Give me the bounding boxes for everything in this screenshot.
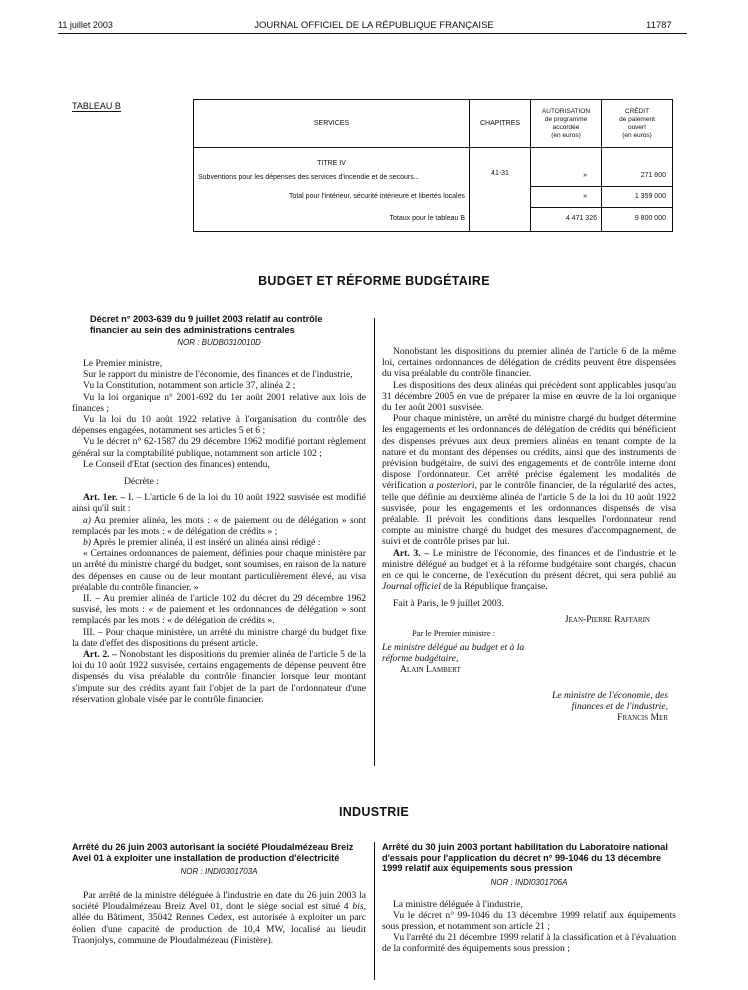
row1-credit: 271 800 (602, 170, 672, 187)
decret-fait: Fait à Paris, le 9 juillet 2003. (393, 598, 504, 610)
decret-p6: Vu le décret n° 62-1587 du 29 décembre 1962 modifié portant règlement général sur la comptabilité publique, notamment son article 102 ; (72, 436, 366, 459)
decret-par: Par le Premier ministre : (412, 627, 496, 638)
tableau-b (193, 99, 673, 232)
signature-lambert: Alain Lambert (400, 664, 461, 676)
column-divider-1 (374, 318, 375, 766)
arrete2-title: Arrêté du 30 juin 2003 portant habilitation du Laboratoire national d'essais pour l'application du décret n° 99-1046 du 13 décembre 1999 relatif aux équipements sous pression (382, 842, 668, 873)
services-cell (194, 148, 470, 232)
decret-min-budget: Le ministre délégué au budget et à la réforme budgétaire, (382, 642, 525, 665)
th-services: SERVICES (194, 100, 470, 148)
credit-cell (602, 148, 673, 232)
decret-quote: « Certaines ordonnances de paiement, définies pour chaque ministère par un arrêté du ministre chargé du budget, sont soumises, en raison de la nature des dépenses en cause ou de leur montant particulièrement élevé, au visa préalable du contrôle financier. » (72, 548, 366, 593)
arrete2-p2: Vu le décret n° 99-1046 du 13 décembre 1999 relatif aux équipements sous pression, et notamment son article 21 ; (382, 909, 676, 932)
header-page: 11787 (646, 20, 672, 31)
decret-art1-a: a) Au premier alinéa, les mots : « de paiement ou de délégation » sont remplacés par les mots : « de délégation de crédits » ; (72, 514, 366, 537)
arrete2-nor: NOR : INDI0301706A (490, 877, 568, 887)
titre-iv: TITRE IV (317, 160, 346, 167)
th-chapitres: CHAPITRES (470, 100, 531, 148)
decret-p2: Sur le rapport du ministre de l'économie, des finances et de l'industrie, (83, 369, 353, 381)
row-totaux: Totaux pour le tableau B (389, 215, 465, 222)
arrete1-title: Arrêté du 26 juin 2003 autorisant la société Ploudalmézeau Breiz Avel 01 à exploiter une installation de production d'électricité (72, 842, 354, 863)
decret-art1-b: b) Après le premier alinéa, il est inséré un alinéa ainsi rédigé : (83, 537, 321, 549)
art2-lead: Art. 2. – (83, 649, 117, 661)
decret-ii: II. – Au premier alinéa de l'article 102 du décret du 29 décembre 1962 susvisé, les mots : « de paiement et les ordonnances de délégation » sont remplacés par les mots : « de délégation de crédits ». (72, 593, 366, 627)
chapitre-cell (470, 148, 531, 232)
decret-iii: III. – Pour chaque ministère, un arrêté du ministre chargé du budget fixe la date d'effet des dispositions du présent article. (72, 626, 366, 649)
section-title-budget: BUDGET ET RÉFORME BUDGÉTAIRE (258, 274, 490, 288)
decret-art1: Art. 1er. – I. – L'article 6 de la loi du 10 août 1922 susvisée est modifié ainsi qu'il suit : (72, 492, 366, 515)
header-rule (58, 33, 687, 34)
th-autorisation: AUTORISATION de programme accordée (en euros) (531, 100, 602, 148)
arrete1-nor: NOR : INDI0301703A (180, 867, 258, 876)
signature-mer: Francis Mer (617, 712, 668, 724)
row2-autorisation: » (531, 187, 601, 208)
row3-credit: 9 800 000 (634, 215, 666, 222)
arrete1-column (72, 842, 366, 946)
row1-autorisation: » (531, 170, 601, 187)
row1-chapitre: 41-31 (491, 170, 509, 177)
arrete2-p1: La ministre déléguée à l'industrie, (393, 898, 523, 910)
header-date: 11 juillet 2003 (58, 20, 113, 30)
decret-art2: Art. 2. – Nonobstant les dispositions du premier alinéa de l'article 5 de la loi du 10 août 1922 susvisée, certains engagements de dépense peuvent être dispensés du visa préalable du contrôle financier lorsque leur montant s'impute sur des crédits ayant fait l'objet de la part de l'ordonnateur d'une réservation globale visée par le contrôle financier. (72, 649, 366, 705)
decret-p4: Vu la loi organique n° 2001-692 du 1er août 2001 relative aux lois de finances ; (72, 391, 366, 414)
decret-p3: Vu la Constitution, notamment son article 37, alinéa 2 ; (83, 380, 296, 392)
decret-column-left (72, 314, 366, 705)
column-divider-2 (374, 842, 375, 980)
row3-autorisation: 4 471 326 (565, 215, 597, 222)
decret-p5: Vu la loi du 10 août 1922 relative à l'organisation du contrôle des dépenses engagées, notamment ses articles 5 et 6 ; (72, 414, 366, 437)
decret-p7: Le Conseil d'Etat (section des finances) entendu, (83, 458, 270, 470)
tableau-label: TABLEAU B (72, 101, 121, 111)
decret-min-eco: Le ministre de l'économie, des finances et de l'industrie, (552, 689, 668, 712)
autorisation-cell (531, 148, 602, 232)
arrete1-text: Par arrêté de la ministre déléguée à l'industrie en date du 26 juin 2003 la société Ploudalmézeau Breiz Avel 01, dont le siège social est situé 4 bis, allée du Bâtiment, 35042 Rennes Cedex, est autorisée à exploiter un parc éolien d'une capacité de production de 10,4 MW, localisé au lieudit Traonjolys, commune de Ploudalmézeau (Finistère). (72, 890, 366, 946)
header-journal: JOURNAL OFFICIEL DE LA RÉPUBLIQUE FRANÇAISE (254, 20, 494, 31)
arrete2-column (382, 842, 676, 955)
art3-lead: Art. 3. – (393, 547, 429, 559)
decret-nor: NOR : BUDB0310010D (177, 338, 261, 347)
signature-raffarin: Jean-Pierre Raffarin (564, 613, 650, 625)
decret-p1: Le Premier ministre, (83, 358, 163, 369)
decret-r1: Nonobstant les dispositions du premier alinéa de l'article 6 de la même loi, certaines ordonnances de délégation de crédits peuvent être dispensées du visa préalable du contrôle financier. (382, 346, 676, 380)
decret-column-right (382, 346, 676, 723)
decret-r2: Les dispositions des deux alinéas qui précèdent sont applicables jusqu'au 31 décembre 2005 en vue de préparer la mise en œuvre de la loi organique du 1er août 2001 susvisée. (382, 379, 676, 414)
row-subventions: Subventions pour les dépenses des services d'incendie et de secours... (198, 174, 420, 181)
section-title-industrie: INDUSTRIE (338, 805, 410, 819)
decret-title: Décret n° 2003-639 du 9 juillet 2003 relatif au contrôle financier au sein des administrations centrales (90, 314, 323, 335)
row-total-interieur: Total pour l'intérieur, sécurité intérieure et libertés locales (288, 193, 465, 200)
decret-r3: Pour chaque ministère, un arrêté du ministre chargé du budget détermine les engagements et les ordonnances de délégation de crédits qui bénéficient des dispenses prévues aux deux premiers alinéas en tenant compte de la nature et du montant des dépenses ou crédits, ainsi que des instruments de prévision budgétaire, de suivi des engagements et de contrôle interne dont dispose l'ordonnateur. Cet arrêté précise également les modalités de vérification a posteriori, par le contrôle financier, de la régularité des actes, telle que définie au deuxième alinéa de l'article 5 de la loi du 10 août 1922 susvisée, pour les engagements et les ordonnances dispensés de visa préalable. Il prévoit les conditions dans lesquelles l'ordonnateur rend compte au ministre chargé du budget des mesures d'accompagnement, de suivi et de contrôle prises par lui. (382, 413, 676, 548)
decret-decrete: Décrète : (124, 476, 159, 488)
decret-art3: Art. 3. – Le ministre de l'économie, des finances et de l'industrie et le ministre délégué au budget et à la réforme budgétaire sont chargés, chacun en ce qui le concerne, de l'exécution du présent décret, qui sera publié au Journal officiel de la République française. (382, 547, 676, 593)
row2-credit: 1 359 000 (602, 187, 672, 208)
arrete2-p3: Vu l'arrêté du 21 décembre 1999 relatif à la classification et à l'évaluation de la conformité des équipements sous pression ; (382, 932, 676, 955)
art1-lead: Art. 1er. – (83, 492, 126, 504)
th-credit: CRÉDIT de paiement ouvert (en euros) (602, 100, 673, 148)
